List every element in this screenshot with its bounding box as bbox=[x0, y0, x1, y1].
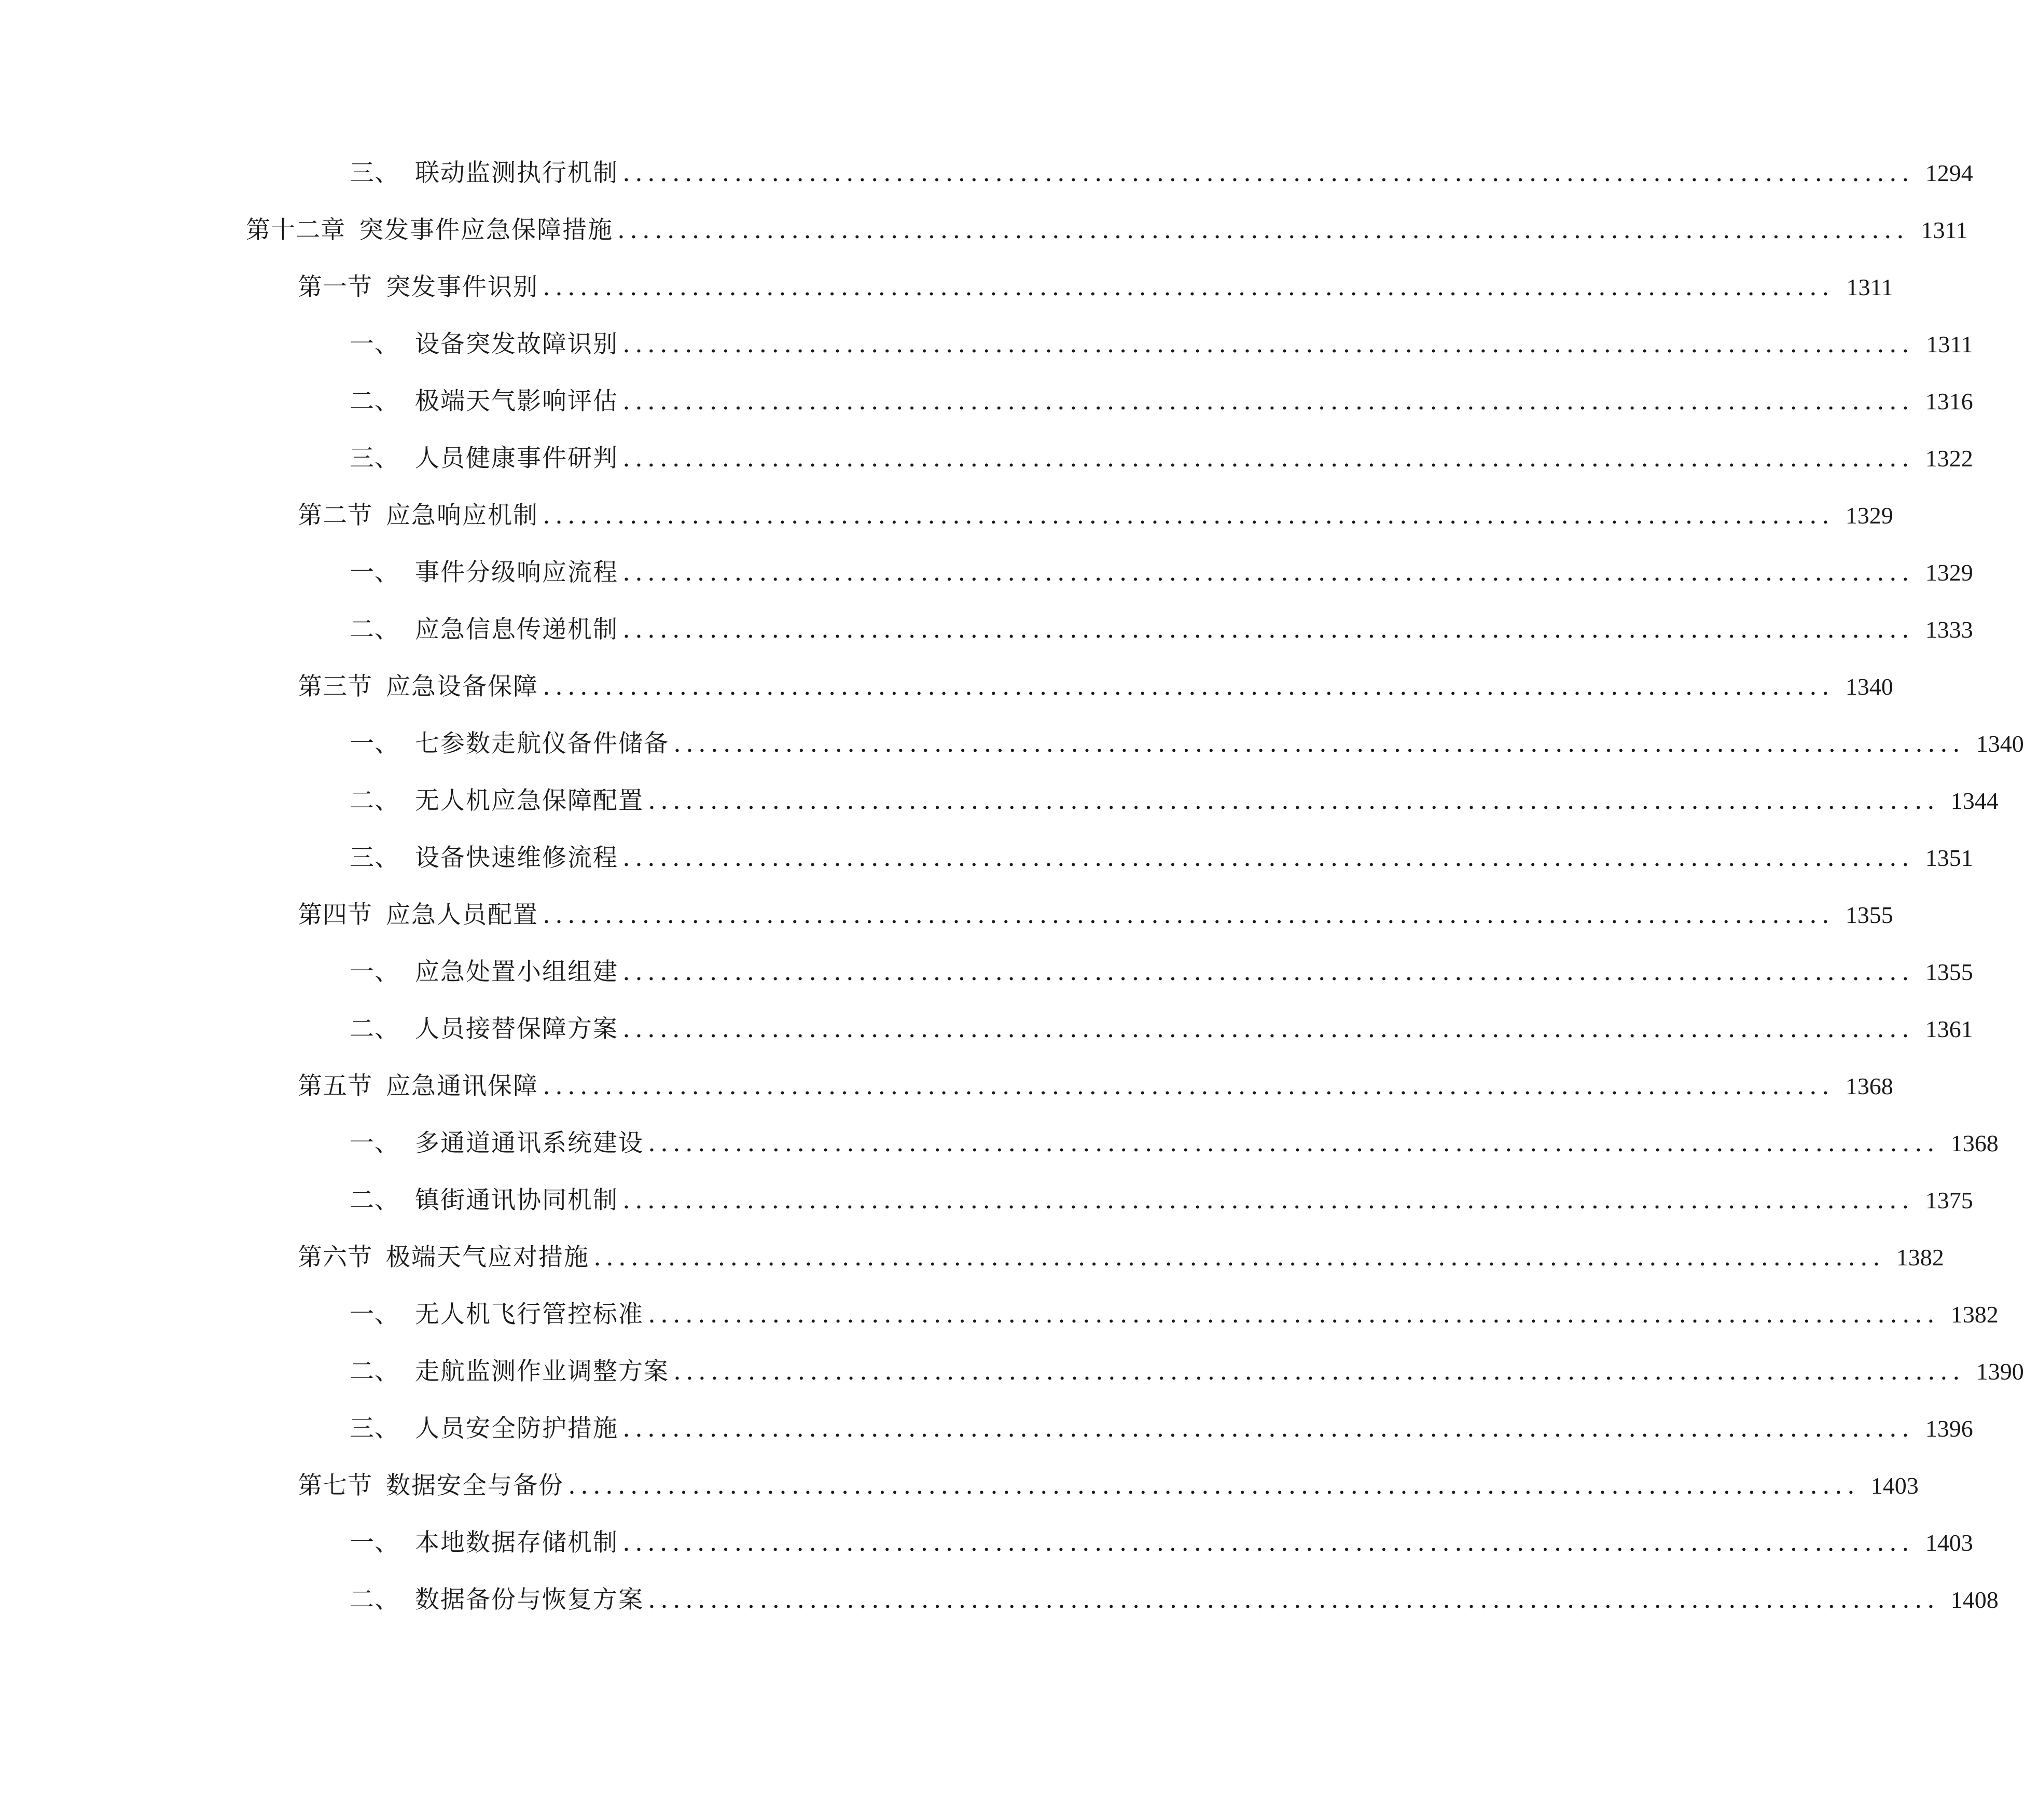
toc-entry[interactable] bbox=[350, 1180, 1973, 1221]
toc-entry-number: 二、 bbox=[350, 1585, 399, 1614]
toc-entry-page: 1340 bbox=[1845, 673, 1893, 700]
toc-entry[interactable] bbox=[350, 1009, 1973, 1050]
dot-leader: ........................................................................................................ bbox=[673, 1357, 1965, 1386]
toc-entry[interactable] bbox=[350, 1522, 1973, 1564]
toc-entry-page: 1333 bbox=[1925, 616, 1973, 643]
toc-entry-page: 1351 bbox=[1925, 845, 1973, 871]
dot-leader: ........................................................................................................ bbox=[622, 1414, 1914, 1443]
dot-leader: ........................................................................................................ bbox=[648, 1300, 1939, 1329]
dot-leader: ........................................................................................................ bbox=[648, 787, 1939, 815]
dot-leader: ........................................................................................................ bbox=[622, 1528, 1914, 1557]
dot-leader: ........................................................................................................ bbox=[622, 958, 1914, 986]
toc-entry[interactable] bbox=[298, 1066, 1893, 1107]
toc-entry-title: 镇街通讯协同机制 bbox=[415, 1186, 618, 1215]
dot-leader: ........................................................................................................ bbox=[622, 1186, 1914, 1215]
toc-entry-page: 1344 bbox=[1950, 788, 1999, 814]
toc-entry[interactable] bbox=[298, 267, 1893, 308]
toc-entry[interactable] bbox=[298, 495, 1893, 536]
dot-leader: ........................................................................................................ bbox=[622, 844, 1914, 872]
toc-entry-page: 1329 bbox=[1925, 559, 1973, 586]
toc-entry[interactable] bbox=[350, 1123, 1999, 1164]
toc-entry-title: 人员接替保障方案 bbox=[415, 1015, 618, 1043]
toc-entry-page: 1361 bbox=[1925, 1016, 1973, 1042]
toc-entry-number: 二、 bbox=[350, 1357, 399, 1386]
toc-entry-number: 一、 bbox=[350, 729, 399, 758]
toc-entry-number: 三、 bbox=[350, 159, 399, 187]
toc-entry-title: 突发事件识别 bbox=[386, 273, 538, 301]
toc-entry-page: 1403 bbox=[1925, 1529, 1973, 1556]
toc-entry-number: 二、 bbox=[350, 1186, 399, 1215]
toc-entry-title: 无人机飞行管控标准 bbox=[415, 1300, 644, 1329]
toc-entry-number: 三、 bbox=[350, 1414, 399, 1443]
toc-entry-title: 人员安全防护措施 bbox=[415, 1414, 618, 1443]
toc-entry-page: 1316 bbox=[1925, 388, 1973, 415]
toc-entry-number: 三、 bbox=[350, 844, 399, 872]
toc-entry-number: 第六节 bbox=[298, 1243, 372, 1272]
dot-leader: ........................................................................................................ bbox=[622, 615, 1914, 644]
dot-leader: ........................................................................................................ bbox=[543, 672, 1834, 701]
toc-entry-number: 第四节 bbox=[298, 901, 372, 929]
toc-entry-page: 1408 bbox=[1950, 1587, 1999, 1613]
toc-entry-page: 1368 bbox=[1845, 1073, 1893, 1099]
toc-entry-page: 1403 bbox=[1870, 1472, 1919, 1499]
toc-entry-number: 一、 bbox=[350, 330, 399, 359]
dot-leader: ........................................................................................................ bbox=[543, 901, 1834, 929]
toc-entry-number: 二、 bbox=[350, 787, 399, 815]
toc-entry-title: 应急人员配置 bbox=[386, 901, 538, 929]
toc-entry[interactable] bbox=[350, 952, 1973, 993]
toc-entry-number: 第二节 bbox=[298, 501, 372, 530]
toc-entry-page: 1382 bbox=[1950, 1301, 1999, 1328]
toc-entry-title: 应急信息传递机制 bbox=[415, 615, 618, 644]
toc-entry[interactable] bbox=[350, 438, 1973, 479]
toc-entry[interactable] bbox=[298, 894, 1893, 936]
dot-leader: ........................................................................................................ bbox=[622, 1015, 1914, 1043]
toc-entry-page: 1311 bbox=[1846, 274, 1893, 300]
toc-entry[interactable] bbox=[350, 153, 1973, 194]
toc-entry-title: 极端天气应对措施 bbox=[386, 1243, 589, 1272]
toc-entry-number: 三、 bbox=[350, 444, 399, 473]
toc-entry-title: 设备突发故障识别 bbox=[415, 330, 618, 359]
dot-leader: ........................................................................................................ bbox=[543, 501, 1834, 530]
toc-entry-title: 无人机应急保障配置 bbox=[415, 787, 644, 815]
toc-entry[interactable] bbox=[298, 1237, 1944, 1278]
toc-entry-number: 一、 bbox=[350, 1129, 399, 1157]
toc-entry-title: 应急响应机制 bbox=[386, 501, 538, 530]
dot-leader: ........................................................................................................ bbox=[673, 729, 1965, 758]
toc-entry-title: 走航监测作业调整方案 bbox=[415, 1357, 669, 1386]
toc-entry-page: 1311 bbox=[1926, 331, 1973, 357]
toc-entry-number: 二、 bbox=[350, 615, 399, 644]
toc-entry-title: 人员健康事件研判 bbox=[415, 444, 618, 473]
toc-entry-title: 应急处置小组组建 bbox=[415, 958, 618, 986]
dot-leader: ........................................................................................................ bbox=[622, 444, 1914, 473]
toc-entry-title: 七参数走航仪备件储备 bbox=[415, 729, 669, 758]
toc-entry-title: 联动监测执行机制 bbox=[415, 159, 618, 187]
toc-entry[interactable] bbox=[350, 324, 1973, 365]
dot-leader: ........................................................................................................ bbox=[648, 1129, 1939, 1157]
toc-entry[interactable] bbox=[350, 723, 2024, 765]
toc-entry-page: 1375 bbox=[1925, 1187, 1973, 1214]
toc-entry-title: 突发事件应急保障措施 bbox=[359, 216, 613, 244]
toc-entry-page: 1355 bbox=[1845, 902, 1893, 928]
toc-entry[interactable] bbox=[350, 1294, 1999, 1335]
dot-leader: ........................................................................................................ bbox=[568, 1471, 1860, 1500]
toc-entry-number: 一、 bbox=[350, 1528, 399, 1557]
dot-leader: ........................................................................................................ bbox=[543, 273, 1834, 301]
toc-entry-title: 设备快速维修流程 bbox=[415, 844, 618, 872]
toc-entry[interactable] bbox=[246, 210, 1968, 251]
toc-entry-title: 多通道通讯系统建设 bbox=[415, 1129, 644, 1157]
toc-entry-number: 第一节 bbox=[298, 273, 372, 301]
toc-entry-number: 一、 bbox=[350, 1300, 399, 1329]
toc-entry-page: 1390 bbox=[1976, 1358, 2024, 1385]
toc-entry[interactable] bbox=[350, 1408, 1973, 1450]
toc-entry-number: 二、 bbox=[350, 387, 399, 416]
toc-entry[interactable] bbox=[298, 666, 1893, 708]
toc-entry-page: 1355 bbox=[1925, 959, 1973, 985]
dot-leader: ........................................................................................................ bbox=[543, 1072, 1834, 1100]
toc-entry[interactable] bbox=[350, 1579, 1999, 1621]
dot-leader: ........................................................................................................ bbox=[648, 1585, 1939, 1614]
toc-entry-title: 事件分级响应流程 bbox=[415, 558, 618, 587]
dot-leader: ........................................................................................................ bbox=[593, 1243, 1885, 1272]
toc-entry[interactable] bbox=[298, 1465, 1919, 1507]
toc-entry-page: 1294 bbox=[1925, 160, 1973, 186]
toc-entry-title: 应急设备保障 bbox=[386, 672, 538, 701]
dot-leader: ........................................................................................................ bbox=[622, 558, 1914, 587]
toc-entry-title: 本地数据存储机制 bbox=[415, 1528, 618, 1557]
toc-entry[interactable] bbox=[350, 1351, 2024, 1392]
toc-entry-title: 极端天气影响评估 bbox=[415, 387, 618, 416]
dot-leader: ........................................................................................................ bbox=[622, 159, 1914, 187]
toc-entry-number: 一、 bbox=[350, 558, 399, 587]
toc-entry-number: 一、 bbox=[350, 958, 399, 986]
toc-entry-number: 第三节 bbox=[298, 672, 372, 701]
toc-entry-page: 1329 bbox=[1845, 502, 1893, 529]
toc-entry-number: 第五节 bbox=[298, 1072, 372, 1100]
dot-leader: ........................................................................................................ bbox=[617, 216, 1909, 244]
toc-entry-page: 1368 bbox=[1950, 1130, 1999, 1156]
toc-entry[interactable] bbox=[350, 837, 1973, 879]
toc-entry-page: 1382 bbox=[1896, 1244, 1944, 1271]
toc-entry-title: 应急通讯保障 bbox=[386, 1072, 538, 1100]
toc-entry[interactable] bbox=[350, 552, 1973, 594]
toc-entry-page: 1322 bbox=[1925, 445, 1973, 472]
toc-entry-page: 1311 bbox=[1921, 217, 1968, 243]
toc-entry[interactable] bbox=[350, 609, 1973, 651]
dot-leader: ........................................................................................................ bbox=[622, 387, 1914, 416]
toc-entry[interactable] bbox=[350, 381, 1973, 422]
toc-entry-page: 1340 bbox=[1976, 730, 2024, 757]
toc-entry-page: 1396 bbox=[1925, 1415, 1973, 1442]
dot-leader: ........................................................................................................ bbox=[622, 330, 1914, 359]
toc-entry-number: 二、 bbox=[350, 1015, 399, 1043]
toc-entry-number: 第七节 bbox=[298, 1471, 372, 1500]
toc-entry-title: 数据备份与恢复方案 bbox=[415, 1585, 644, 1614]
toc-entry-number: 第十二章 bbox=[246, 216, 345, 244]
toc-entry-title: 数据安全与备份 bbox=[386, 1471, 564, 1500]
toc-entry[interactable] bbox=[350, 780, 1999, 822]
